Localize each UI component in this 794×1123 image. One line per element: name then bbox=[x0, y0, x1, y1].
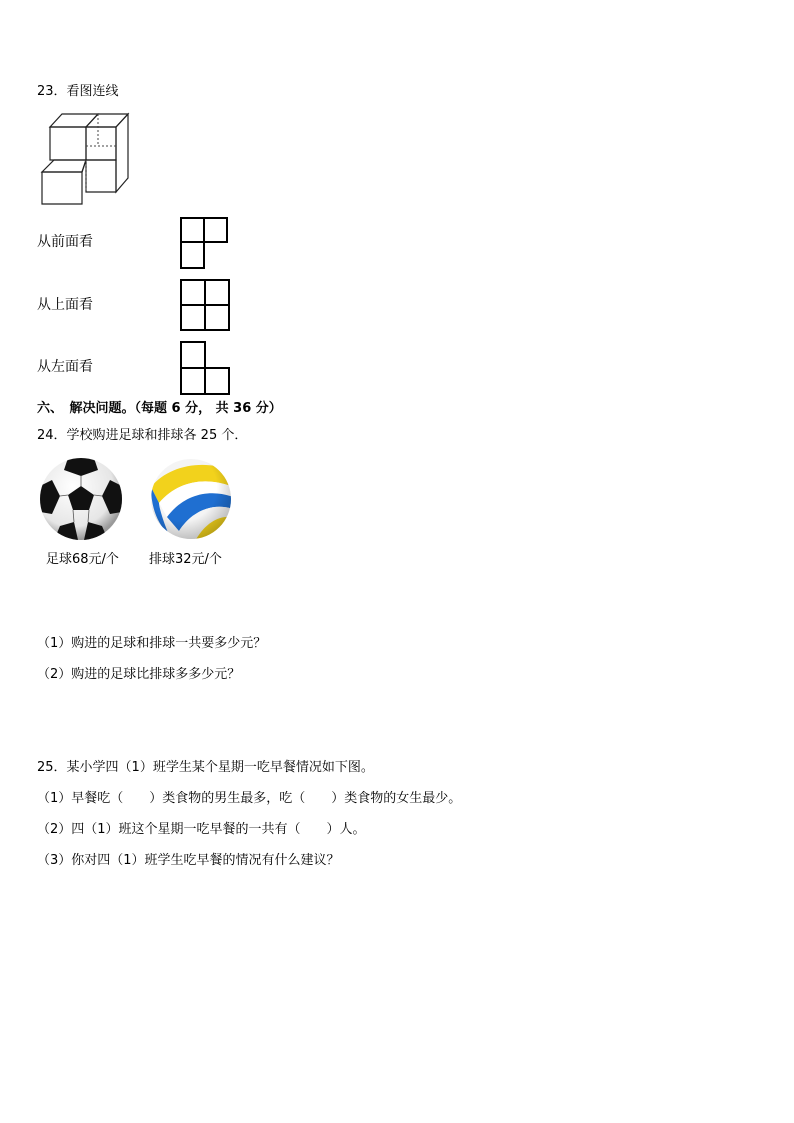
cube-stack-figure bbox=[38, 110, 133, 208]
volleyball-price-label: 排球32元/个 bbox=[149, 552, 222, 567]
section-6-header: 六、 解决问题。（每题 6 分， 共 36 分） bbox=[37, 401, 282, 416]
q23-title: 23．看图连线 bbox=[37, 84, 119, 99]
view-diagram-3 bbox=[179, 340, 231, 396]
q24-sub1: （1）购进的足球和排球一共要多少元？ bbox=[37, 636, 267, 651]
q25-sub3: （3）你对四（1）班学生吃早餐的情况有什么建议？ bbox=[37, 853, 340, 868]
view-diagram-1 bbox=[179, 216, 229, 270]
view-label-front: 从前面看 bbox=[37, 234, 93, 250]
q25-title: 25．某小学四（1）班学生某个星期一吃早餐情况如下图。 bbox=[37, 760, 374, 775]
q25-sub2: （2）四（1）班这个星期一吃早餐的一共有（ ）人。 bbox=[37, 822, 366, 837]
q25-sub1: （1）早餐吃（ ）类食物的男生最多，吃（ ）类食物的女生最少。 bbox=[37, 791, 462, 806]
view-label-left: 从左面看 bbox=[37, 359, 93, 375]
volleyball-image bbox=[149, 457, 233, 541]
soccer-price-label: 足球68元/个 bbox=[46, 552, 119, 567]
view-diagram-2 bbox=[179, 278, 231, 332]
view-label-top: 从上面看 bbox=[37, 297, 93, 313]
q24-sub2: （2）购进的足球比排球多多少元？ bbox=[37, 667, 241, 682]
soccer-ball-image bbox=[38, 456, 124, 542]
q24-title: 24．学校购进足球和排球各 25 个． bbox=[37, 428, 248, 443]
